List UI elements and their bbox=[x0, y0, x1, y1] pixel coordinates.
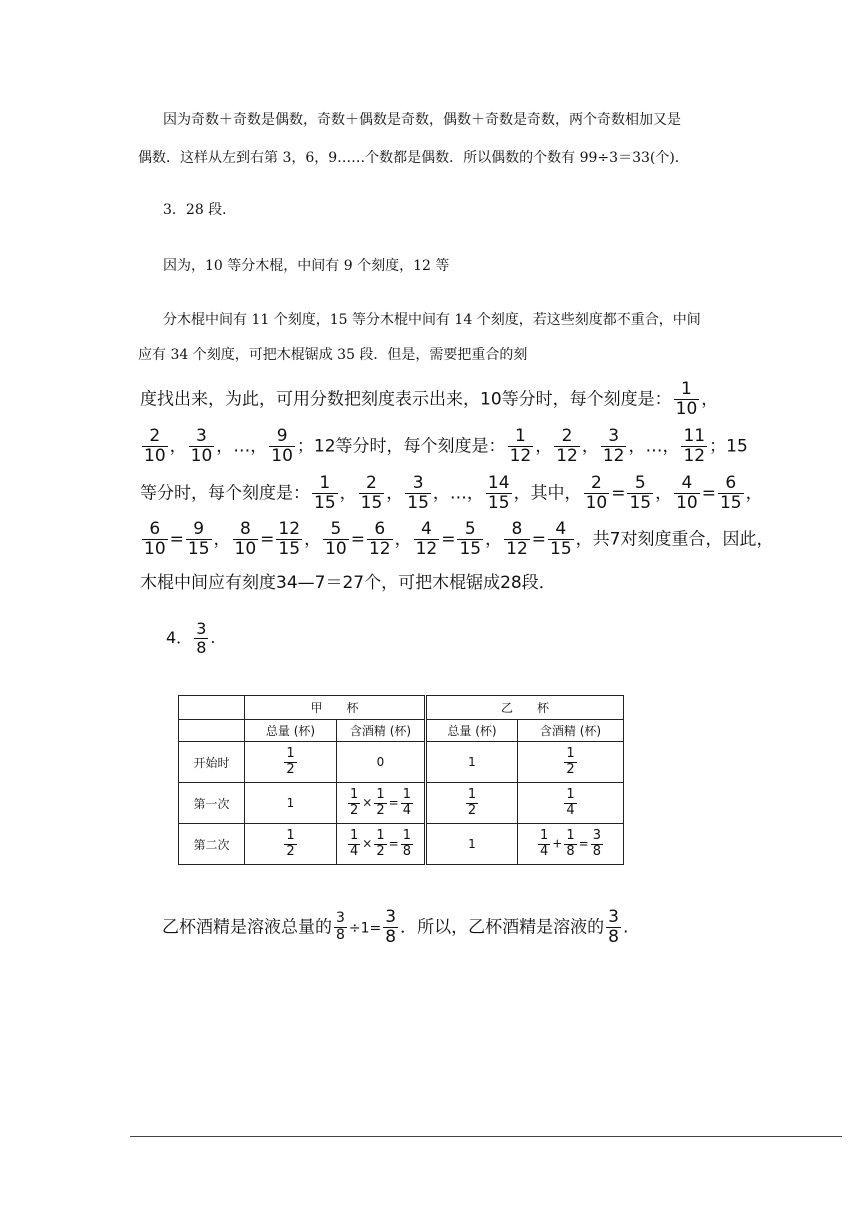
cell-a-total bbox=[245, 824, 337, 865]
text-segment: ；15 bbox=[709, 436, 748, 457]
denominator: 12 bbox=[602, 446, 625, 467]
cell-b-total: 1 bbox=[426, 824, 518, 865]
numerator: 1 bbox=[286, 827, 295, 843]
text-segment: ；12等分时，每个刻度是： bbox=[296, 436, 506, 457]
denominator: 15 bbox=[407, 493, 429, 514]
answer-number: 4． bbox=[166, 627, 193, 647]
numerator: 5 bbox=[323, 520, 349, 540]
denominator: 15 bbox=[187, 539, 210, 560]
punct: ， bbox=[485, 529, 503, 550]
operator: + bbox=[552, 836, 563, 851]
cell-b-alcohol bbox=[518, 824, 624, 865]
denominator: 10 bbox=[675, 399, 698, 420]
numerator: 6 bbox=[142, 520, 168, 540]
fraction bbox=[466, 788, 478, 818]
equals: = bbox=[388, 836, 399, 851]
fraction bbox=[401, 788, 413, 818]
denominator: 10 bbox=[190, 446, 213, 467]
fraction bbox=[554, 427, 580, 466]
text-line: 因为奇数＋奇数是偶数，奇数＋偶数是奇数，偶数＋奇数是奇数，两个奇数相加又是 bbox=[163, 112, 681, 128]
denominator: 15 bbox=[459, 539, 482, 560]
table-corner-cell bbox=[179, 696, 245, 720]
punct: ， bbox=[339, 483, 357, 504]
denominator: 10 bbox=[325, 539, 347, 560]
table-subheader-row bbox=[179, 720, 624, 742]
cup-a-header: 甲 杯 bbox=[245, 696, 426, 720]
fraction bbox=[142, 520, 168, 559]
fraction bbox=[334, 911, 347, 943]
numerator: 3 bbox=[385, 907, 397, 927]
equals: = bbox=[169, 529, 184, 550]
fraction bbox=[269, 427, 295, 466]
fraction bbox=[548, 520, 574, 559]
operator: × bbox=[362, 795, 373, 810]
fraction bbox=[284, 829, 296, 859]
denominator: 15 bbox=[550, 539, 572, 560]
fraction bbox=[284, 747, 296, 777]
col-header-alcohol: 含酒精 (杯) bbox=[337, 720, 426, 742]
fraction bbox=[414, 520, 440, 559]
denominator: 15 bbox=[360, 493, 383, 514]
denominator: 2 bbox=[286, 843, 295, 859]
numerator: 1 bbox=[376, 786, 385, 802]
fraction bbox=[718, 474, 744, 513]
equals: = bbox=[531, 529, 547, 550]
fraction bbox=[674, 380, 700, 419]
denominator: 10 bbox=[271, 446, 293, 467]
denominator: 15 bbox=[487, 493, 510, 514]
cups-table bbox=[178, 695, 624, 865]
numerator: 3 bbox=[601, 427, 627, 447]
cell-a-alcohol bbox=[337, 824, 426, 865]
fraction bbox=[186, 520, 212, 559]
equals: = bbox=[388, 795, 399, 810]
fraction bbox=[564, 788, 576, 818]
fraction bbox=[508, 427, 534, 466]
denominator: 12 bbox=[556, 446, 578, 467]
numerator: 1 bbox=[350, 827, 359, 843]
fraction bbox=[323, 520, 349, 559]
numerator: 2 bbox=[359, 474, 385, 494]
fraction bbox=[584, 474, 610, 513]
conclusion bbox=[162, 908, 628, 947]
punct: ， bbox=[745, 483, 763, 504]
denominator: 8 bbox=[196, 637, 207, 657]
fraction bbox=[312, 474, 338, 513]
denominator: 2 bbox=[286, 761, 295, 777]
fraction bbox=[194, 620, 208, 657]
denominator: 4 bbox=[566, 802, 575, 818]
denominator: 4 bbox=[350, 843, 359, 859]
equals: = bbox=[441, 529, 456, 550]
numerator: 5 bbox=[627, 474, 653, 494]
cell-a-total: 1 bbox=[245, 783, 337, 824]
cell-a-total bbox=[245, 742, 337, 783]
denominator: 10 bbox=[676, 493, 698, 514]
fraction bbox=[405, 474, 431, 513]
equals: = bbox=[701, 483, 716, 504]
numerator: 4 bbox=[548, 520, 574, 540]
fraction bbox=[681, 427, 707, 466]
fraction bbox=[564, 747, 576, 777]
denominator: 4 bbox=[402, 802, 411, 818]
numerator: 1 bbox=[376, 827, 385, 843]
fraction bbox=[374, 788, 386, 818]
paragraph-text: 因为，10 等分木棍，中间有 9 个刻度，12 等 bbox=[163, 258, 450, 274]
punct: ， bbox=[655, 483, 673, 504]
numerator: 2 bbox=[554, 427, 580, 447]
denominator: 15 bbox=[719, 493, 742, 514]
answer-4 bbox=[166, 620, 215, 657]
numerator: 1 bbox=[674, 380, 700, 400]
denominator: 2 bbox=[467, 802, 477, 818]
denominator: 15 bbox=[278, 539, 301, 560]
numerator: 12 bbox=[278, 519, 301, 539]
fraction-line-1 bbox=[140, 380, 718, 419]
fraction bbox=[564, 829, 576, 859]
numerator: 4 bbox=[674, 474, 700, 494]
numerator: 1 bbox=[402, 786, 411, 802]
numerator: 1 bbox=[350, 786, 359, 802]
denominator: 8 bbox=[385, 927, 397, 948]
fraction bbox=[401, 829, 413, 859]
text-line: 偶数．这样从左到右第 3，6，9……个数都是偶数．所以偶数的个数有 99÷3＝33(个)． bbox=[138, 150, 689, 166]
equals: = bbox=[350, 529, 365, 550]
numerator: 3 bbox=[405, 474, 431, 494]
denominator: 8 bbox=[336, 927, 345, 944]
fraction bbox=[383, 908, 398, 947]
punct: ， bbox=[394, 529, 412, 550]
denominator: 4 bbox=[540, 843, 549, 859]
punct: . bbox=[622, 917, 629, 938]
punct: ， bbox=[386, 483, 404, 504]
numerator: 2 bbox=[584, 474, 610, 494]
text-segment: 度找出来，为此，可用分数把刻度表示出来，10等分时，每个刻度是： bbox=[140, 389, 672, 410]
row-label: 第一次 bbox=[179, 783, 245, 824]
punct: ，…， bbox=[216, 436, 268, 457]
numerator: 3 bbox=[608, 907, 619, 927]
punct: . bbox=[210, 627, 216, 647]
numerator: 14 bbox=[487, 473, 510, 493]
footer-divider bbox=[130, 1136, 842, 1137]
numerator: 1 bbox=[286, 745, 295, 761]
denominator: 8 bbox=[592, 843, 601, 859]
punct: ， bbox=[701, 389, 719, 410]
punct: ，…， bbox=[628, 436, 680, 457]
numerator: 1 bbox=[402, 827, 411, 843]
numerator: 8 bbox=[233, 520, 259, 540]
numerator: 3 bbox=[189, 427, 215, 447]
denominator: 10 bbox=[234, 539, 257, 560]
table-corner-cell bbox=[179, 720, 245, 742]
numerator: 3 bbox=[196, 619, 207, 638]
answer-3: 3．28 段． bbox=[163, 202, 237, 218]
numerator: 6 bbox=[718, 474, 744, 494]
numerator: 1 bbox=[540, 827, 549, 843]
numerator: 3 bbox=[336, 910, 345, 927]
text-line: 分木棍中间有 11 个刻度，15 等分木棍中间有 14 个刻度，若这些刻度都不重合，中间 bbox=[163, 312, 701, 328]
fraction bbox=[276, 520, 302, 559]
text-segment: 乙杯酒精是溶液总量的 bbox=[162, 917, 332, 938]
fraction bbox=[348, 829, 360, 859]
operator: ÷1= bbox=[348, 920, 382, 937]
denominator: 12 bbox=[683, 446, 706, 467]
fraction bbox=[627, 474, 653, 513]
col-header-total: 总量 (杯) bbox=[245, 720, 337, 742]
denominator: 8 bbox=[566, 843, 575, 859]
denominator: 8 bbox=[402, 843, 411, 859]
col-header-total: 总量 (杯) bbox=[426, 720, 518, 742]
denominator: 12 bbox=[415, 539, 438, 560]
punct: ， bbox=[304, 529, 322, 550]
numerator: 1 bbox=[312, 474, 338, 494]
denominator: 2 bbox=[376, 802, 385, 818]
fraction bbox=[348, 788, 360, 818]
text-segment: ，共7对刻度重合，因此， bbox=[575, 529, 774, 550]
denominator: 8 bbox=[608, 927, 619, 948]
fraction bbox=[374, 829, 386, 859]
punct: ， bbox=[169, 436, 187, 457]
col-header-alcohol: 含酒精 (杯) bbox=[518, 720, 624, 742]
fraction-line-4 bbox=[140, 520, 773, 559]
fraction-line-5: 木棍中间应有刻度34—7＝27个，可把木棍锯成28段． bbox=[140, 573, 556, 593]
numerator: 1 bbox=[566, 827, 575, 843]
fraction bbox=[591, 829, 603, 859]
fraction bbox=[674, 474, 700, 513]
fraction bbox=[538, 829, 550, 859]
numerator: 2 bbox=[142, 427, 168, 447]
row-label: 第二次 bbox=[179, 824, 245, 865]
fraction bbox=[142, 427, 168, 466]
cell-a-alcohol bbox=[337, 783, 426, 824]
numerator: 1 bbox=[508, 427, 534, 447]
denominator: 10 bbox=[144, 539, 166, 560]
punct: ， bbox=[213, 529, 231, 550]
numerator: 3 bbox=[592, 827, 601, 843]
denominator: 12 bbox=[368, 539, 391, 560]
numerator: 4 bbox=[414, 520, 440, 540]
denominator: 12 bbox=[509, 446, 532, 467]
denominator: 10 bbox=[144, 446, 166, 467]
table-row bbox=[179, 783, 624, 824]
equals: = bbox=[578, 836, 589, 851]
cell-b-alcohol bbox=[518, 742, 624, 783]
numerator: 9 bbox=[269, 427, 295, 447]
fraction bbox=[233, 520, 259, 559]
punct: ，…， bbox=[432, 483, 484, 504]
fraction bbox=[486, 474, 512, 513]
fraction bbox=[367, 520, 393, 559]
denominator: 2 bbox=[566, 761, 575, 777]
cell-a-alcohol: 0 bbox=[337, 742, 426, 783]
numerator: 9 bbox=[186, 520, 212, 540]
row-label: 开始时 bbox=[179, 742, 245, 783]
fraction bbox=[359, 474, 385, 513]
numerator: 5 bbox=[457, 520, 483, 540]
denominator: 2 bbox=[350, 802, 359, 818]
numerator: 1 bbox=[467, 786, 477, 802]
cell-b-total bbox=[426, 783, 518, 824]
text-segment: ．所以，乙杯酒精是溶液的 bbox=[400, 917, 605, 938]
numerator: 1 bbox=[566, 786, 575, 802]
fraction bbox=[504, 520, 530, 559]
numerator: 1 bbox=[566, 745, 575, 761]
fraction bbox=[606, 908, 621, 947]
denominator: 2 bbox=[376, 843, 385, 859]
text-segment: 等分时，每个刻度是： bbox=[140, 483, 310, 504]
table-row bbox=[179, 824, 624, 865]
table-row bbox=[179, 742, 624, 783]
fraction bbox=[189, 427, 215, 466]
numerator: 11 bbox=[683, 426, 706, 446]
equals: = bbox=[260, 529, 275, 550]
numerator: 6 bbox=[367, 520, 393, 540]
denominator: 15 bbox=[629, 493, 652, 514]
cell-b-total: 1 bbox=[426, 742, 518, 783]
numerator: 8 bbox=[504, 520, 530, 540]
fraction-line-3 bbox=[140, 474, 763, 513]
denominator: 12 bbox=[506, 539, 528, 560]
fraction bbox=[601, 427, 627, 466]
table-header-row bbox=[179, 696, 624, 720]
denominator: 10 bbox=[585, 493, 608, 514]
fraction bbox=[457, 520, 483, 559]
equals: = bbox=[611, 483, 626, 504]
punct: ， bbox=[535, 436, 553, 457]
cell-b-alcohol bbox=[518, 783, 624, 824]
cup-b-header: 乙 杯 bbox=[426, 696, 624, 720]
denominator: 15 bbox=[314, 493, 336, 514]
fraction-line-2 bbox=[140, 427, 748, 466]
operator: × bbox=[362, 836, 373, 851]
text-segment: ，其中， bbox=[513, 483, 582, 504]
punct: ， bbox=[581, 436, 599, 457]
text-line: 应有 34 个刻度，可把木棍锯成 35 段．但是，需要把重合的刻 bbox=[138, 347, 528, 363]
